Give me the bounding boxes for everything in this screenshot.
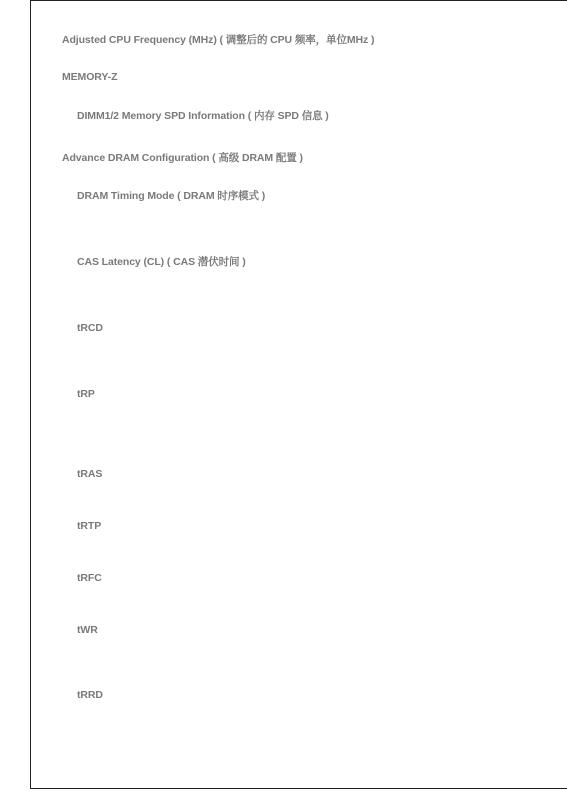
page-bottom-border [30,788,567,789]
entry-trcd: tRCD [77,322,103,334]
entry-tras: tRAS [77,468,103,480]
entry-trfc: tRFC [77,572,102,584]
entry-advance-dram-config: Advance DRAM Configuration ( 高级 DRAM 配置 ) [62,152,303,164]
page-top-border [30,0,567,1]
entry-cas-latency: CAS Latency (CL) ( CAS 潜伏时间 ) [77,256,246,268]
entry-trrd: tRRD [77,689,103,701]
entry-trp: tRP [77,388,95,400]
entry-dram-timing-mode: DRAM Timing Mode ( DRAM 时序模式 ) [77,190,266,202]
entry-memory-z: MEMORY-Z [62,71,118,83]
entry-dimm-spd-info: DIMM1/2 Memory SPD Information ( 内存 SPD 信息 ) [77,110,329,122]
entry-trtp: tRTP [77,520,102,532]
entry-twr: tWR [77,624,98,636]
entry-adjusted-cpu-frequency: Adjusted CPU Frequency (MHz) ( 调整后的 CPU 频率，单位MHz ) [62,34,375,46]
page-left-border [30,0,31,789]
